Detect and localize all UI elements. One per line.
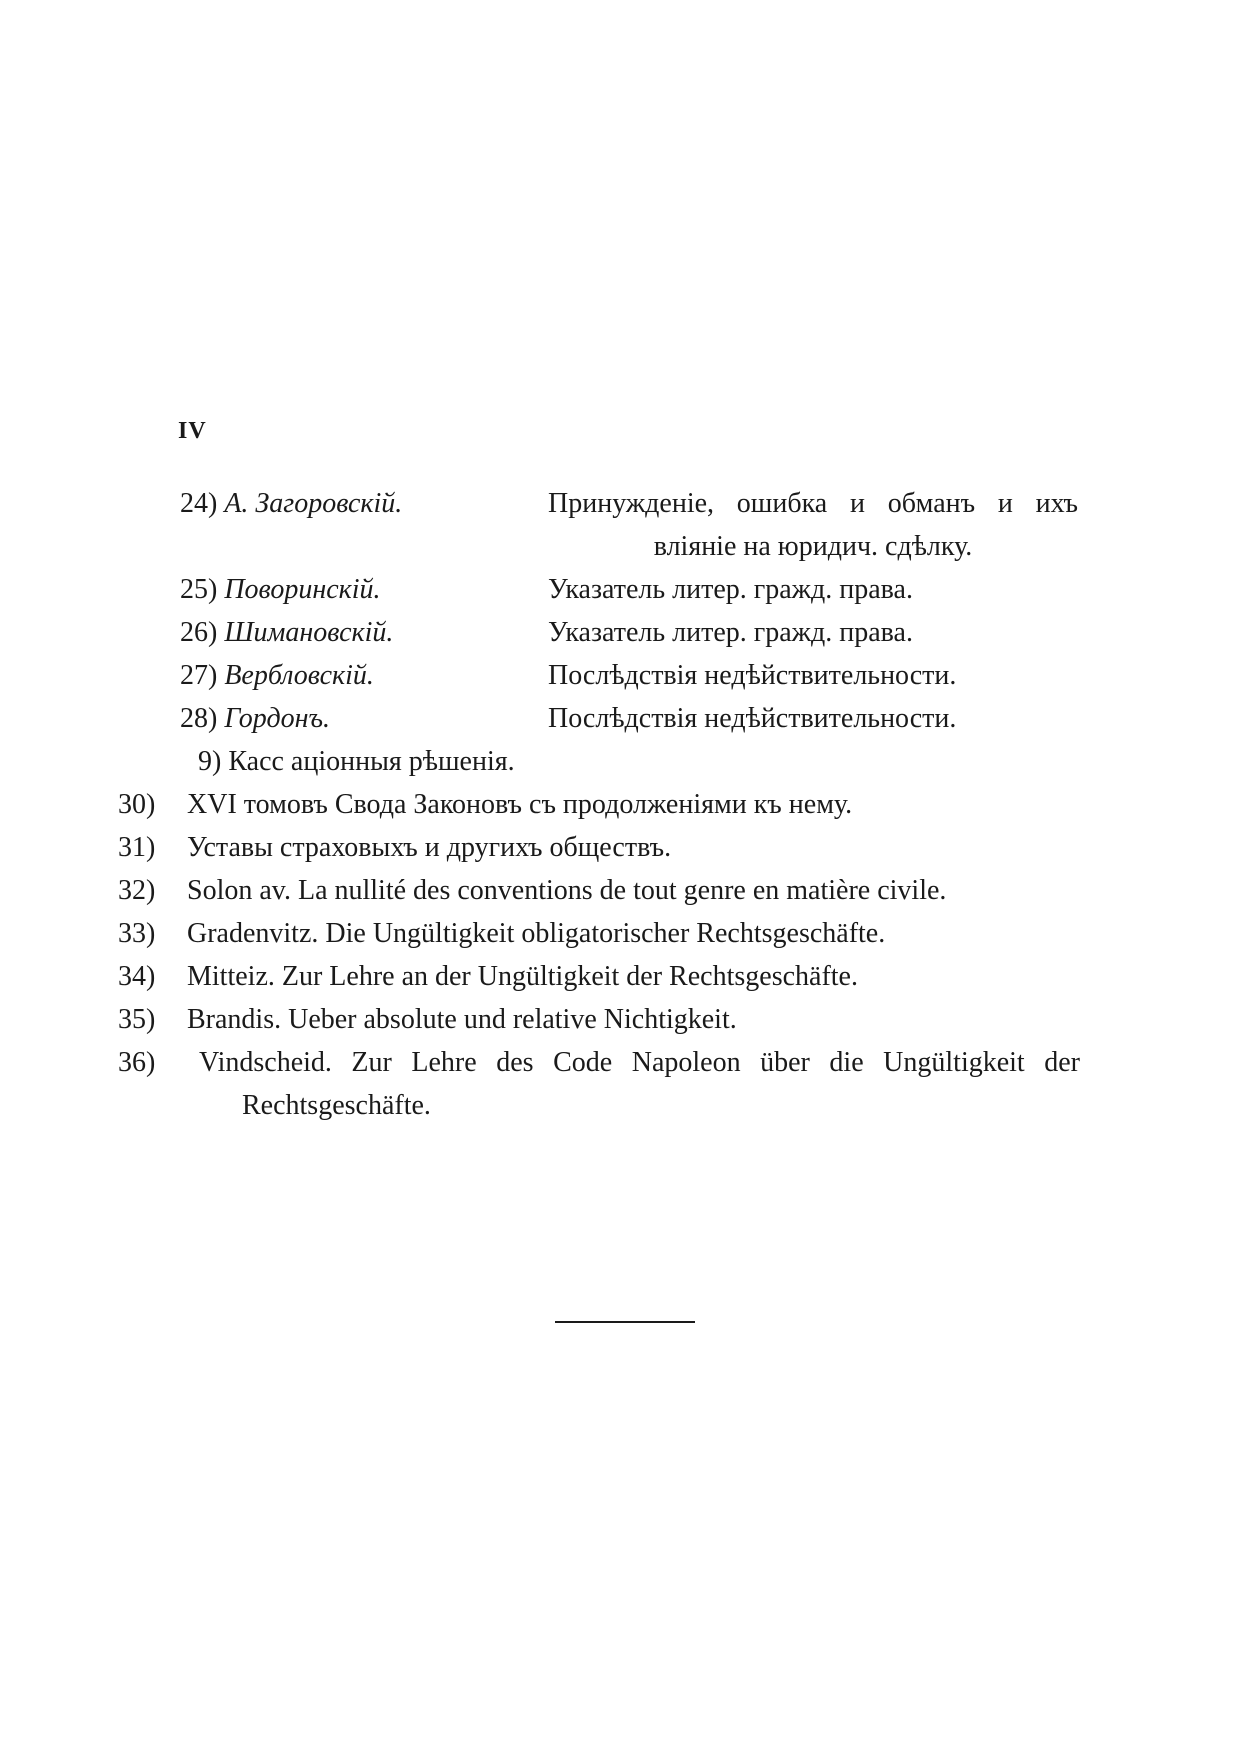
list-item bbox=[180, 697, 1080, 740]
entry-number: 26) bbox=[180, 617, 218, 648]
entry-text: Gradenvitz. Die Ungültigkeit obligatorischer Rechtsgeschäfte. bbox=[187, 918, 886, 949]
closing-rule bbox=[555, 1321, 695, 1323]
list-item: 30) XVI томовъ Свода Законовъ съ продолженіями къ нему. bbox=[118, 789, 853, 820]
list-item bbox=[180, 482, 1080, 568]
list-item: 35) Brandis. Ueber absolute und relative Nichtigkeit. bbox=[118, 1004, 737, 1035]
entry-text: Mitteiz. Zur Lehre an der Ungültigkeit der Rechtsgeschäfte. bbox=[187, 961, 858, 992]
entry-title: Послѣдствія недѣйствительности. bbox=[548, 660, 957, 691]
list-item bbox=[180, 611, 1080, 654]
entry-title: Указатель литер. гражд. права. bbox=[548, 617, 913, 648]
entry-author: Гордонъ. bbox=[224, 703, 331, 734]
list-item: 36) Vindscheid. Zur Lehre des Code Napoleon über die Ungültigkeit der Rechtsgeschäfte. bbox=[118, 1047, 1080, 1121]
entry-author: Шимановскій. bbox=[224, 617, 394, 648]
entry-author: А. Загоровскій. bbox=[224, 488, 403, 519]
bibliography-list bbox=[118, 482, 1080, 1127]
entry-text: Solon av. La nullité des conventions de tout genre en matière civile. bbox=[187, 875, 947, 906]
entry-text: XVI томовъ Свода Законовъ съ продолженіями къ нему. bbox=[187, 789, 853, 820]
entry-number: 9) bbox=[198, 746, 222, 777]
list-item bbox=[180, 568, 1080, 611]
entry-text: Касс аціонныя рѣшенія. bbox=[228, 746, 515, 777]
entry-title: Принужденіе, ошибка и обманъ и ихъ вліяніе на юридич. сдѣлку. bbox=[548, 488, 1078, 562]
list-item: 34) Mitteiz. Zur Lehre an der Ungültigkeit der Rechtsgeschäfte. bbox=[118, 961, 858, 992]
list-item: 32) Solon av. La nullité des conventions de tout genre en matière civile. bbox=[118, 875, 947, 906]
entry-author: Вербловскій. bbox=[224, 660, 374, 691]
page-number: IV bbox=[178, 418, 207, 444]
list-item bbox=[180, 654, 1080, 697]
entry-text: Brandis. Ueber absolute und relative Nichtigkeit. bbox=[187, 1004, 737, 1035]
entry-text: Уставы страховыхъ и другихъ обществъ. bbox=[187, 832, 672, 863]
list-item: 33) Gradenvitz. Die Ungültigkeit obligatorischer Rechtsgeschäfte. bbox=[118, 918, 886, 949]
entry-title: Послѣдствія недѣйствительности. bbox=[548, 703, 957, 734]
entry-text: Vindscheid. Zur Lehre des Code Napoleon über die Ungültigkeit der Rechtsgeschäfte. bbox=[199, 1047, 1080, 1121]
entry-number: 28) bbox=[180, 703, 218, 734]
entry-number: 24) bbox=[180, 488, 218, 519]
entry-number: 27) bbox=[180, 660, 218, 691]
entry-number: 25) bbox=[180, 574, 218, 605]
list-item bbox=[180, 740, 1080, 783]
list-item: 31) Уставы страховыхъ и другихъ обществъ. bbox=[118, 832, 672, 863]
entry-author: Поворинскій. bbox=[224, 574, 381, 605]
entry-title: Указатель литер. гражд. права. bbox=[548, 574, 913, 605]
